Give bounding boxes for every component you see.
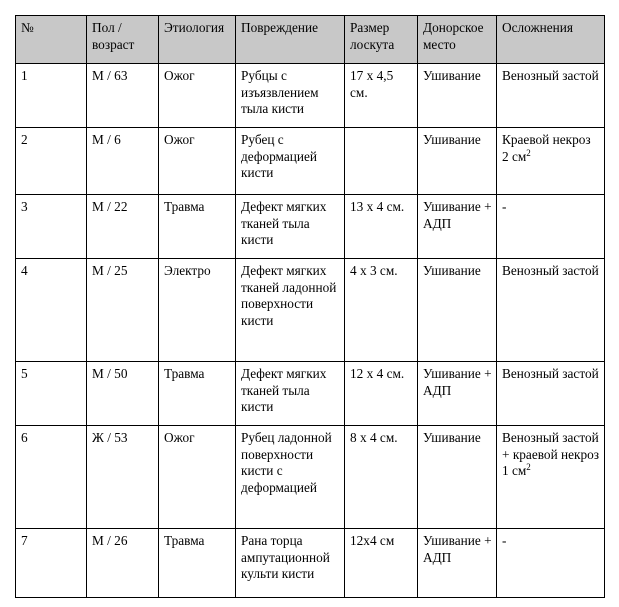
cell-injury: Дефект мягких тканей ладонной поверхности кисти [236,259,345,362]
header-row [16,16,605,64]
table-row [16,362,605,426]
superscript: 2 [526,147,531,158]
cell-complications: Венозный застой [497,259,605,362]
cell-donor-site: Ушивание + АДП [418,362,497,426]
cell-complications [497,426,605,529]
cell-sex-age: М / 63 [87,64,159,128]
cell-injury: Рубец с деформацией кисти [236,128,345,195]
cell-donor-site: Ушивание [418,64,497,128]
cell-donor-site: Ушивание [418,128,497,195]
cell-number: 7 [16,529,87,598]
cell-sex-age: М / 50 [87,362,159,426]
column-header-sex-age: Пол / возраст [87,16,159,64]
cell-flap-size: 13 х 4 см. [345,195,418,259]
cell-donor-site: Ушивание [418,259,497,362]
cell-flap-size: 8 х 4 см. [345,426,418,529]
column-header-number: № [16,16,87,64]
cell-injury: Рубец ладонной поверхности кисти с деформацией [236,426,345,529]
cell-number: 4 [16,259,87,362]
complications-text: Венозный застой + краевой некроз 1 см [502,430,600,478]
cell-number: 2 [16,128,87,195]
cell-etiology: Травма [159,529,236,598]
cell-flap-size: 12х4 см [345,529,418,598]
cell-complications [497,128,605,195]
complications-text: Краевой некроз 2 см [502,132,591,164]
column-header-donor-site: Донорское место [418,16,497,64]
cell-number: 1 [16,64,87,128]
cell-etiology: Ожог [159,426,236,529]
column-header-injury: Повреждение [236,16,345,64]
column-header-etiology: Этиология [159,16,236,64]
table-row [16,195,605,259]
cell-injury: Рубцы с изъязвлением тыла кисти [236,64,345,128]
cell-flap-size: 12 х 4 см. [345,362,418,426]
cell-injury: Рана торца ампутационной культи кисти [236,529,345,598]
cell-sex-age: Ж / 53 [87,426,159,529]
cell-sex-age: М / 25 [87,259,159,362]
cell-complications: - [497,529,605,598]
cell-etiology: Травма [159,195,236,259]
cell-complications: Венозный застой [497,362,605,426]
cell-etiology: Ожог [159,128,236,195]
column-header-flap-size: Размер лоскута [345,16,418,64]
table-row [16,529,605,598]
cell-etiology: Электро [159,259,236,362]
cell-number: 3 [16,195,87,259]
cell-etiology: Ожог [159,64,236,128]
table-row [16,64,605,128]
cell-number: 6 [16,426,87,529]
cell-flap-size: 17 х 4,5 см. [345,64,418,128]
cell-flap-size [345,128,418,195]
cell-etiology: Травма [159,362,236,426]
patients-table [15,15,605,598]
cell-number: 5 [16,362,87,426]
cell-complications: Венозный застой [497,64,605,128]
cell-donor-site: Ушивание + АДП [418,195,497,259]
column-header-complications: Осложнения [497,16,605,64]
cell-complications: - [497,195,605,259]
table-row [16,128,605,195]
cell-injury: Дефект мягких тканей тыла кисти [236,362,345,426]
superscript: 2 [526,462,531,472]
cell-sex-age: М / 22 [87,195,159,259]
cell-flap-size: 4 х 3 см. [345,259,418,362]
cell-sex-age: М / 6 [87,128,159,195]
table-row [16,259,605,362]
table-row [16,426,605,529]
cell-sex-age: М / 26 [87,529,159,598]
cell-donor-site: Ушивание [418,426,497,529]
cell-donor-site: Ушивание + АДП [418,529,497,598]
cell-injury: Дефект мягких тканей тыла кисти [236,195,345,259]
